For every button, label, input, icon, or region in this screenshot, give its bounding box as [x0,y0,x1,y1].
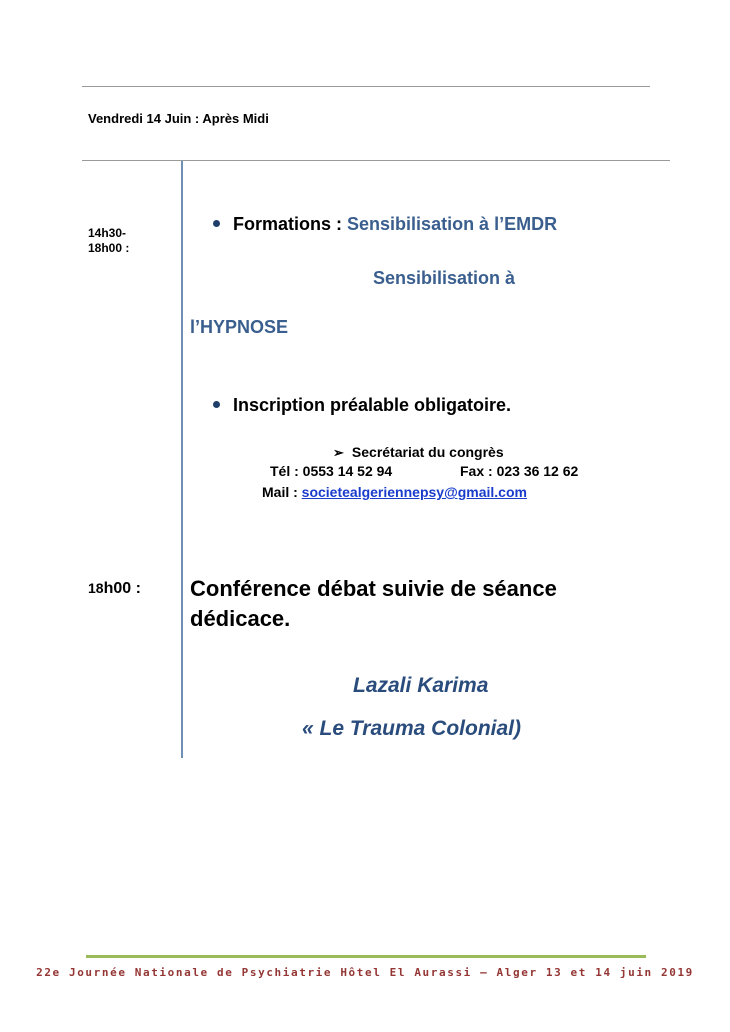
arrow-bullet-icon: ➢ [333,445,344,460]
conference-title: Conférence débat suivie de séance dédicace. [190,576,557,631]
footer-divider [86,955,646,958]
formations-bullet [213,214,557,235]
mail-label: Mail : [262,484,298,500]
telephone: Tél : 0553 14 52 94 [270,463,393,479]
author-name: Lazali Karima [353,674,489,697]
formation-emdr: Sensibilisation à l’EMDR [347,214,558,234]
bullet-dot-icon [213,220,220,227]
session2-time [88,580,141,598]
session1-time-end: 18h00 : [88,241,130,255]
secretariat-label: Secrétariat du congrès [351,444,504,460]
formation-hypnose-part2: l’HYPNOSE [190,317,289,337]
page-header: Vendredi 14 Juin : Après Midi [88,111,269,126]
secretariat-line [333,444,504,461]
top-divider [82,86,650,87]
formation-hypnose-part1: Sensibilisation à [373,268,516,288]
email-link[interactable]: societealgeriennepsy@gmail.com [301,484,527,500]
page-footer: 22e Journée Nationale de Psychiatrie Hôtel El Aurassi – Alger 13 et 14 juin 2019 [36,966,694,979]
book-title: « Le Trauma Colonial) [302,717,521,740]
session1-time [88,226,129,256]
formations-label: Formations : [233,214,343,234]
mail-line [262,484,527,500]
session2-time-suffix: h00 : [103,580,141,597]
session1-time-start: 14h30- [88,226,127,240]
inscription-bullet [213,395,511,416]
header-divider [82,160,670,161]
fax: Fax : 023 36 12 62 [460,463,579,479]
schedule-vertical-rule [181,161,183,758]
inscription-text: Inscription préalable obligatoire. [233,395,512,415]
session2-time-prefix: 18 [88,580,104,596]
bullet-dot-icon [213,401,220,408]
